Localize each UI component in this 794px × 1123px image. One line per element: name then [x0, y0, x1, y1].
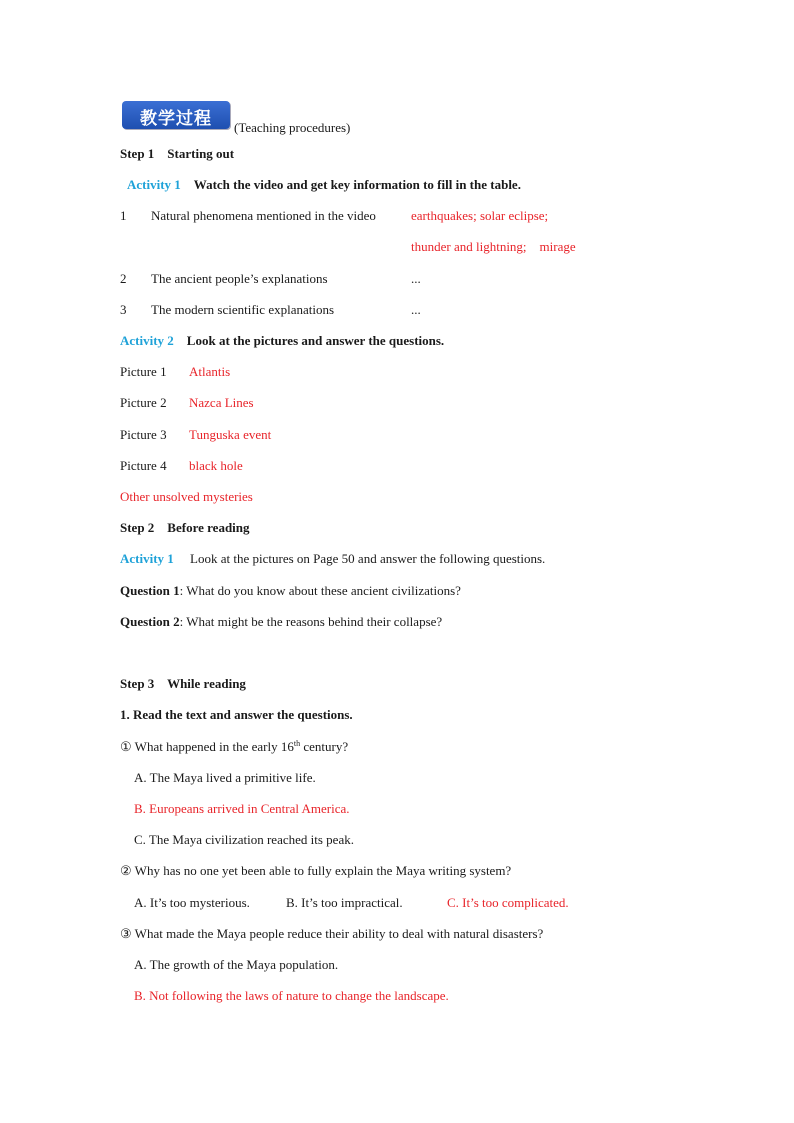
reading-question-2: ② Why has no one yet been able to fully explain the Maya writing system?: [120, 863, 512, 878]
step2-activity1: [120, 551, 545, 567]
step1-activity1: [127, 177, 521, 193]
question-text: : What might be the reasons behind their collapse?: [179, 614, 443, 629]
picture-answer: Nazca Lines: [189, 395, 254, 410]
table-row-num: 3: [120, 302, 127, 317]
question-prefix: ① What happened in the early 16: [120, 739, 294, 754]
activity-instruction: Look at the pictures on Page 50 and answer the following questions.: [190, 551, 546, 566]
activity-instruction: Watch the video and get key information to fill in the table.: [193, 177, 521, 192]
table-row-label: Natural phenomena mentioned in the video: [151, 208, 376, 223]
question-text: : What do you know about these ancient civilizations?: [179, 583, 461, 598]
banner-subtitle: (Teaching procedures): [234, 120, 351, 135]
question-label: Question 2: [120, 614, 180, 629]
step3-task: 1. Read the text and answer the questions.: [120, 707, 353, 722]
step1-title: Step 1 Starting out: [120, 146, 235, 161]
option-correct: B. Not following the laws of nature to change the landscape.: [134, 988, 449, 1003]
reading-question-1: [120, 739, 348, 755]
table-row-label: The modern scientific explanations: [151, 302, 335, 317]
option: A. The Maya lived a primitive life.: [134, 770, 316, 785]
table-row-answer: ...: [411, 302, 421, 317]
question-1: [120, 583, 461, 599]
question-2: [120, 614, 442, 630]
activity-instruction: Look at the pictures and answer the questions.: [186, 333, 445, 348]
table-row-num: 1: [120, 208, 127, 223]
picture-answer: black hole: [189, 458, 243, 473]
activity-label: Activity 1: [127, 177, 181, 192]
activity-label: Activity 1: [120, 551, 174, 566]
table-row-num: 2: [120, 271, 127, 286]
question-label: Question 1: [120, 583, 180, 598]
option-correct: C. It’s too complicated.: [447, 895, 569, 910]
other-mysteries: Other unsolved mysteries: [120, 489, 253, 504]
picture-label: Picture 1: [120, 364, 167, 379]
option: A. The growth of the Maya population.: [134, 957, 339, 972]
question-superscript: th: [293, 739, 301, 748]
picture-answer: Atlantis: [189, 364, 231, 379]
option-correct: B. Europeans arrived in Central America.: [134, 801, 350, 816]
reading-question-3: ③ What made the Maya people reduce their ability to deal with natural disasters?: [120, 926, 544, 941]
option: B. It’s too impractical.: [286, 895, 403, 910]
option: A. It’s too mysterious.: [134, 895, 250, 910]
table-row-answer-cont: thunder and lightning; mirage: [411, 239, 576, 254]
picture-answer: Tunguska event: [189, 427, 272, 442]
table-row-label: The ancient people’s explanations: [151, 271, 328, 286]
step2-title: Step 2 Before reading: [120, 520, 250, 535]
picture-label: Picture 3: [120, 427, 167, 442]
section-banner: [122, 101, 230, 129]
picture-label: Picture 4: [120, 458, 167, 473]
option: C. The Maya civilization reached its peak.: [134, 832, 354, 847]
picture-label: Picture 2: [120, 395, 167, 410]
table-row-answer: earthquakes; solar eclipse;: [411, 208, 549, 223]
question-suffix: century?: [300, 739, 349, 754]
step3-title: Step 3 While reading: [120, 676, 246, 691]
activity-label: Activity 2: [120, 333, 174, 348]
table-row-answer: ...: [411, 271, 421, 286]
banner-label: 教学过程: [140, 109, 212, 129]
step1-activity2: [120, 333, 444, 349]
